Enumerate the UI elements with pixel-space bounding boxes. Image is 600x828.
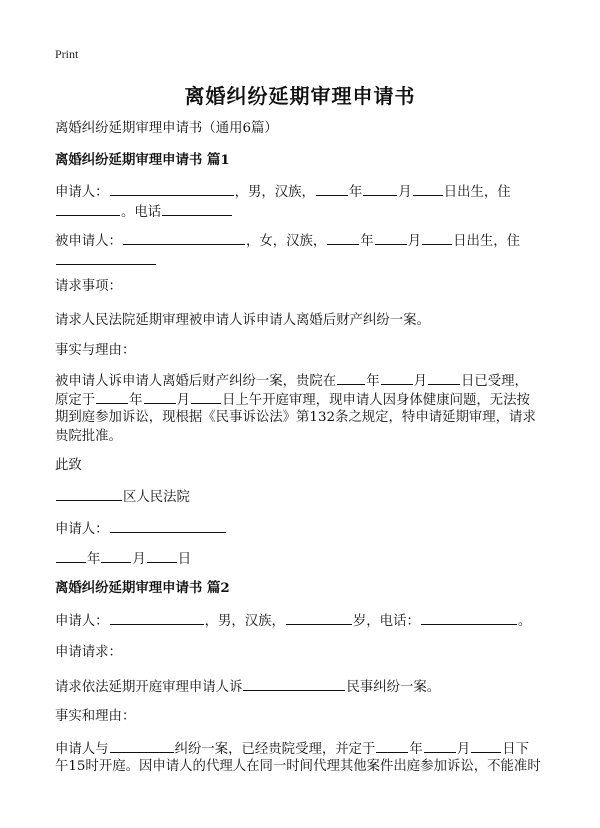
facts2-line-2: 午15时开庭。因申请人的代理人在同一时间代理其他案件出庭参加诉讼，不能准时 — [55, 759, 541, 774]
applicant2-line — [55, 610, 550, 632]
text: 被申请人： — [55, 234, 122, 249]
text: 月 — [413, 374, 427, 389]
date-line — [55, 548, 550, 570]
text: 月 — [176, 393, 190, 408]
blank-field — [337, 370, 365, 385]
text: ，男，汉族， — [234, 185, 315, 200]
blank-field — [191, 389, 221, 404]
text: ，男，汉族， — [204, 614, 285, 629]
blank-field — [56, 548, 86, 563]
text: 。 — [517, 614, 532, 629]
text: 原定于 — [55, 393, 96, 408]
blank-field — [56, 486, 122, 501]
text: 区人民法院 — [123, 490, 190, 505]
blank-field — [123, 230, 245, 245]
text: 纠纷一案，已经贵院受理，并定于 — [174, 742, 376, 757]
blank-field — [110, 738, 174, 753]
text: 请求依法延期开庭审理申请人诉 — [55, 680, 243, 695]
text: 被申请人诉申请人离婚后财产纠纷一案，贵院在 — [55, 374, 337, 389]
court-line — [55, 486, 550, 508]
text: 日出生，住 — [443, 185, 511, 200]
facts-label: 事实与理由： — [55, 343, 136, 358]
text: 年 — [348, 185, 363, 200]
blank-field — [422, 230, 452, 245]
blank-field — [413, 181, 443, 196]
text: 年 — [87, 552, 101, 567]
text: 日上午开庭审理，现申请人因身体健康问题，无法按 — [221, 393, 530, 408]
blank-field — [96, 389, 128, 404]
text: ，女，汉族， — [245, 234, 327, 249]
blank-field — [381, 370, 413, 385]
print-link[interactable]: Print — [55, 47, 79, 61]
blank-field — [144, 389, 176, 404]
blank-field — [424, 738, 456, 753]
blank-field — [110, 610, 204, 625]
blank-field — [375, 230, 407, 245]
text: 日出生，住 — [453, 234, 521, 249]
applicant-line-2 — [55, 201, 550, 223]
text: 日下 — [502, 742, 529, 757]
blank-field — [316, 181, 348, 196]
blank-field — [421, 610, 517, 625]
request2-label: 申请请求： — [55, 645, 122, 660]
facts-line-3: 期到庭参加诉讼，现根据《民事诉讼法》第132条之规定，特申请延期审理，请求 — [55, 410, 536, 425]
text: 年 — [366, 374, 380, 389]
text: 年 — [360, 234, 374, 249]
blank-field — [56, 201, 120, 216]
text: 月 — [398, 185, 412, 200]
facts2-label: 事实和理由： — [55, 709, 136, 724]
text: 月 — [456, 742, 471, 757]
blank-field — [56, 250, 156, 265]
blank-field — [286, 610, 352, 625]
text: 申请人： — [55, 614, 109, 629]
blank-field — [162, 201, 232, 216]
blank-field — [363, 181, 397, 196]
blank-field — [110, 518, 226, 533]
respondent-line-2 — [55, 250, 550, 272]
text: 日已受理， — [460, 374, 528, 389]
page-title: 离婚纠纷延期审理申请书 — [184, 84, 416, 108]
text: 月 — [132, 552, 146, 567]
closing-text: 此致 — [55, 458, 82, 473]
text: 民事纠纷一案。 — [346, 680, 441, 695]
signature-line — [55, 518, 550, 540]
text: 申请人与 — [55, 742, 109, 757]
section-heading-1: 离婚纠纷延期审理申请书 篇1 — [55, 152, 230, 168]
text: 日 — [177, 552, 192, 567]
section-heading-2: 离婚纠纷延期审理申请书 篇2 — [55, 580, 230, 596]
request2-line — [55, 676, 550, 698]
request-text: 请求人民法院延期审理被申请人诉申请人离婚后财产纠纷一案。 — [55, 313, 430, 328]
blank-field — [243, 676, 345, 691]
blank-field — [110, 181, 234, 196]
text: 年 — [129, 393, 143, 408]
text: 申请人： — [55, 185, 109, 200]
blank-field — [471, 738, 501, 753]
applicant-line-1 — [55, 181, 550, 203]
blank-field — [327, 230, 359, 245]
blank-field — [101, 548, 131, 563]
request-label: 请求事项： — [55, 279, 122, 294]
blank-field — [376, 738, 408, 753]
document-subtitle: 离婚纠纷延期审理申请书（通用6篇） — [55, 121, 278, 136]
text: 月 — [407, 234, 422, 249]
text: 申请人： — [55, 522, 109, 537]
blank-field — [428, 370, 460, 385]
text: 岁，电话： — [352, 614, 420, 629]
respondent-line-1 — [55, 230, 550, 252]
text: 年 — [409, 742, 423, 757]
text: 。电话 — [121, 205, 162, 220]
facts-line-4: 贵院批准。 — [55, 429, 122, 444]
blank-field — [147, 548, 177, 563]
